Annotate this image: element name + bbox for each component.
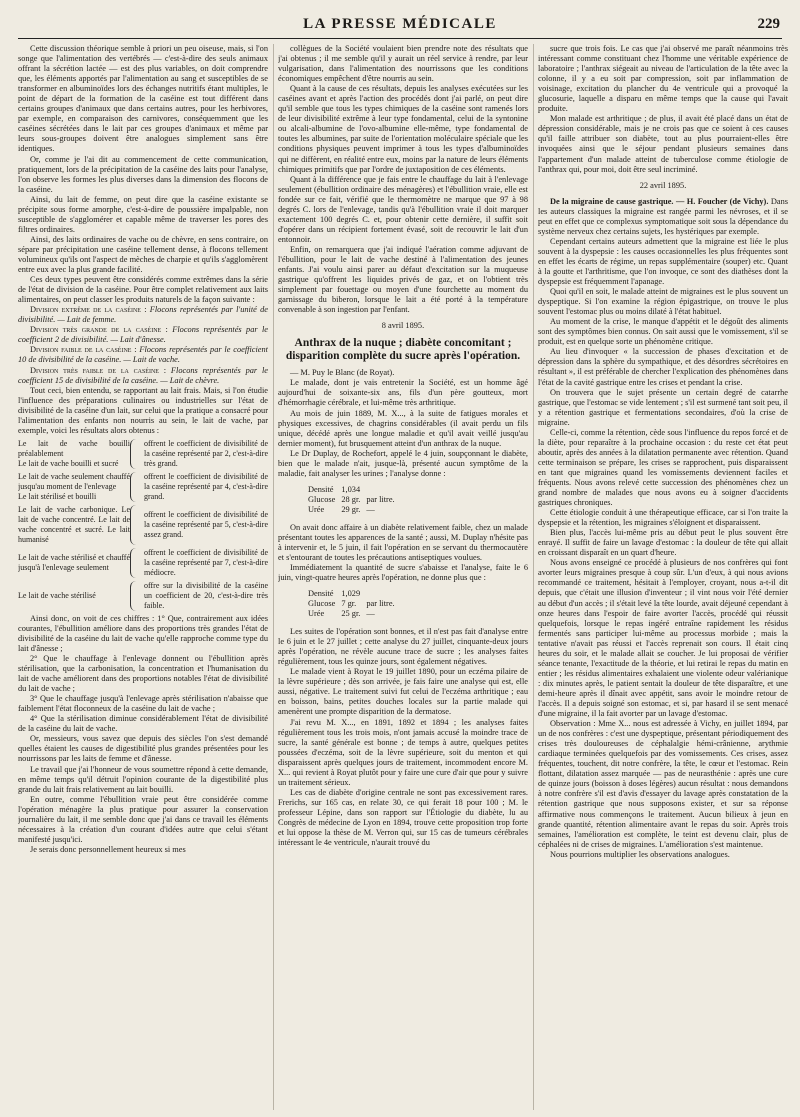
paragraph: Or, messieurs, vous savez que depuis des siècles l'on s'est demandé quelles étaient les causes de digestibilité plus grandes présentées pour les nourrissons par les laits de femme et d'ânesse. [18,734,268,764]
analysis-row [308,505,401,515]
milk-row [18,548,268,578]
paragraph: Tout ceci, bien entendu, se rapportant au lait frais. Mais, si l'on étudie l'influence des préparations culinaires ou industrielles sur l'état de divisibilité de la caséine d'un lait, sur celui que la pratique a consacré pour l'alimentation des enfants non nourris au sein, le lait de vache, par exemple, voici les résultats alors obtenus : [18,385,268,435]
paragraph: Le malade vient à Royat le 19 juillet 1890, pour un eczéma pilaire de la lèvre supérieure ; dès son arrivée, je fais faire une analyse qui est, elle aussi, négative. Le traitement suivi fut celui de l'eczéma arthritique ; eau en boisson, bains, petites douches locales sur la partie malade qui amenèrent une prompte disparition de la dermatose. [278,667,528,717]
paragraph: Immédiatement la quantité de sucre s'abaisse et l'analyse, faite le 6 juin, vingt-quatre heures après l'opération, ne donne plus que : [278,563,528,583]
urine-analysis-table [308,485,401,515]
analysis-value: 25 gr. [341,609,361,619]
paragraph: Dans les auteurs classiques la migraine est rangée parmi les névroses, et il se peut en effet que ce complexus symptomatique soit sous la dépendance du système nerveux chez certains sujets, les hystériques par exemple. [538,196,788,236]
milk-divisibility-table [18,439,268,611]
analysis-unit: par litre. [366,599,395,609]
page-number: 229 [757,16,780,32]
paragraph: J'ai revu M. X..., en 1891, 1892 et 1894 ; les analyses faites régulièrement tous les trois mois, n'ont jamais accusé la moindre trace de sucre, la santé générale est bonne ; de temps à autre, quelques petites poussées d'eczéma, soit de la lèvre supérieure, soit du menton et qui disparaissent après quelques jours de traitement, incommodent encore M. X... qui revient à Royat plutôt pour y faire une cure d'air que pour y suivre un traitement sérieux. [278,717,528,787]
analysis-row [308,589,401,599]
milk-result: offre sur la divisibilité de la caséine un coefficient de 20, c'est-à-dire très faible. [144,580,268,610]
paragraph: Enfin, on remarquera que j'ai indiqué l'aération comme adjuvant de l'ébullition, pour le lait de vache destiné à l'alimentation des jeunes enfants. J'ai voulu ainsi parer au défaut d'excitation sur la muqueuse gastrique qu'offrent les liquides privés de gaz, et on l'obtient très simplement par fouettage ou moyen d'une fourchette au moment du garnissage du biberon, lorsque le lait a été porté à la température convenable à son ingestion par l'enfant. [278,244,528,315]
milk-label: Le lait stérilisé et bouilli [18,491,97,501]
paragraph: Nous avons enseigné ce procédé à plusieurs de nos confrères qui font avorter leurs migraines presque à coup sûr. L'un d'eux, à qui nous avions recommandé ce traitement, hésitait à l'employer, croyant, nous a-t-il dit depuis, que c'était une illusion d'inventeur ; il vint nous voir l'été dernier au début d'un accès ; il s'était levé la tête lourde, avait déjeuné cependant à onze heures dans l'espoir de faire avorter l'accès, procédé qui réussit quelquefois, lorsque le repas ingéré entraîne rapidement les résidus fermentés sans participer lui-même au processus morbide ; mais la tentative n'avait pas réussi et l'accès reprenait son cours. Il était cinq heures du soir, et le malade allait se coucher. Je lui proposai de vérifier séance tenante, l'exactitude de la théorie, et lui retirai le repas du matin en entier ; les résidus alimentaires exhalaient une violente odeur valérianique : dix minutes après, le patient sentait la douleur de tête disparaître, et une demi-heure après il dînait avec appétit, sans avoir le moindre retour de l'accès. Il a depuis soigné son estomac, et si, par hasard il se sent menacé d'une migraine, il la fait avorter par un lavage d'estomac. [538,558,788,719]
analysis-value: 28 gr. [341,494,361,504]
analysis-value: 1,034 [341,484,361,494]
brace [130,548,139,578]
column-left [18,44,268,1110]
analysis-unit [366,485,400,495]
analysis-row [308,495,401,505]
session-date: 8 avril 1895. [381,321,425,331]
paragraph: Bien plus, l'accès lui-même pris au début peut le plus souvent être enrayé. Il suffit de faire un lavage d'estomac : la douleur de tête qui allait en croissant disparaît en un quart d'heure. [538,528,788,558]
division-item [18,305,268,325]
column-divider [273,44,274,1110]
milk-result: offrent le coefficient de divisibilité de la caséine représenté par 5, c'est-à-dire assez grand. [144,509,268,539]
paragraph: En outre, comme l'ébullition vraie peut être considérée comme l'opération ménagère la plus pratique pour assurer la conservation journalière du lait, il me semble donc que j'ai dans ce travail les éléments nécessaires à la création d'un courant d'idées autre que celui s'étant manifesté jusqu'ici. [18,794,268,844]
session-date: 22 avril 1895. [639,180,687,190]
division-item [18,366,268,386]
paragraph: Celle-ci, comme la rétention, cède sous l'influence du repos forcé et de la diète, pour reparaître à la prochaine occasion : du reste cet état peut aboutir, après des années à la dilatation permanente avec rétention. Quand cette terminaison se prépare, les crises se rapprochent, puis disparaissent en tant que migraines quand les vomissements deviennent faciles et fréquents. Nous avons relevé cette succession des phénomènes chez un grand nombre de malades que nous avons eu à soigner d'accidents gastriques chroniques. [538,427,788,508]
running-header [18,14,782,36]
division-heading: Division très faible de la caséine : [30,365,167,375]
article-author: — M. Puy le Blanc (de Royat). [290,368,395,378]
header-rule [18,38,782,39]
analysis-label: Densité [308,484,334,494]
paragraph: Je serais donc personnellement heureux si mes [30,844,186,854]
milk-result: offrent le coefficient de divisibilité de la caséine représenté par 4, c'est-à-dire grand. [144,471,268,501]
article-title: De la migraine de cause gastrique. [550,196,674,206]
analysis-unit: par litre. [366,494,395,504]
article-author: — H. Foucher (de Vichy). [675,196,769,206]
analysis-row [308,485,401,495]
milk-label: Le lait de vache bouilli et sucré [18,458,119,468]
brace [130,505,139,545]
analysis-row [308,599,401,609]
paragraph: collègues de la Société voulaient bien prendre note des résultats que j'ai obtenus ; il me semble qu'il y aurait un réel service à rendre, par leur vulgarisation, dans l'alimentation des nourrissons que les conditions économiques empêchent d'être nourris au sein. [278,44,528,84]
paragraph: Cette étiologie conduit à une thérapeutique efficace, car si l'on traite la dyspepsie et la rétention, les migraines s'éloignent et disparaissent. [538,508,788,528]
milk-row [18,439,268,469]
division-text: Flocons représentés par l'unité de divisibilité. — Lait de femme. [18,305,268,325]
division-heading: Division extrême de la caséine : [30,305,147,315]
brace [130,581,139,611]
milk-label: Le lait de vache stérilisé et chauffé jusqu'à l'enlevage seulement [18,552,130,572]
paragraph: Le malade, dont je vais entretenir la Société, est un homme âgé aujourd'hui de soixante-six ans, fils d'un père goutteux, mort d'hémorrhagie cérébrale, et lui-même très arthritique. [278,378,528,408]
analysis-label: Glucose [308,599,336,609]
paragraph: Quant à la différence que je fais entre le chauffage du lait à l'enlevage seulement (ébullition ordinaire des ménagères) et l'ébullition vraie, elle est fondée sur ce fait, vérifié que le thermomètre ne marque que 97 à 98 degrés C. lors de l'enlevage, tandis qu'à l'ébullition vraie il doit marquer exactement 100 degrés C. et, pour obtenir cette dernière, il suffit soit d'opérer dans un récipient fortement évasé, soit de recouvrir le lait d'un entonnoir. [278,174,528,244]
paragraph: 3° Que le chauffage jusqu'à l'enlevage après stérilisation n'abaisse que faiblement l'état floconneux de la caséine du lait de vache ; [18,694,268,714]
milk-row [18,581,268,611]
division-item [18,345,268,365]
analysis-unit [366,589,400,599]
analysis-unit: — [366,504,375,514]
analysis-unit: — [366,609,375,619]
article-heading [538,197,788,237]
column-middle [278,44,528,1110]
journal-title: LA PRESSE MÉDICALE [303,16,497,32]
analysis-label: Urée [308,504,325,514]
article-title: Anthrax de la nuque ; diabète concomitant ; disparition complète du sucre après l'opération. [285,337,521,362]
paragraph: Ces deux types peuvent être considérés comme extrêmes dans la série de l'état de division de la caséine. Pour être complet relativement aux laits alimentaires, on peut classer les produits naturels de la façon suivante : [18,275,268,305]
paragraph: Le Dr Duplay, de Rochefort, appelé le 4 juin, soupçonnant le diabète, bien que le malade n'ait, jusque-là, présenté aucun symptôme de la maladie, fait analyser les urines ; l'analyse donne : [278,448,528,478]
paragraph: Nous pourrions multiplier les observations analogues. [550,849,730,859]
paragraph: sucre que trois fois. Le cas que j'ai observé me paraît néanmoins très intéressant comme constituant chez l'homme une véritable expérience de laboratoire ; l'anthrax siégeait au niveau de l'articulation de la tête avec la colonne, il y a eu soit par compression, soit par inflammation de voisinage, excitation du plancher du 4e ventricule qui a provoqué la glucosurie, laquelle a disparu en même temps que la cause qui l'avait produite. [538,44,788,114]
column-divider [533,44,534,1110]
division-text: Flocons représentés par le coefficient 15 de divisibilité de la caséine. — Lait de chèvre. [18,365,268,385]
analysis-value: 29 gr. [341,504,361,514]
paragraph: 2° Que le chauffage à l'enlevage donnent ou l'ébullition après stérilisation, que la carbonisation, la concentration et l'humanisation du lait de vache améliorent dans des proportions notables l'état de divisibilité du lait de vache ; [18,654,268,694]
analysis-row [308,609,401,619]
analysis-label: Urée [308,609,325,619]
paragraph: Le travail que j'ai l'honneur de vous soumettre répond à cette demande, en même temps qu'il détruit l'opinion courante de la digestibilité plus grande du lait frais relativement au lait bouilli. [18,764,268,794]
paragraph: Au lieu d'invoquer « la succession de phases d'excitation et de dépression dans la sphère du sympathique, et des désordres sécrétoires en résultant », il est préférable de chercher l'explication des phénomènes dans l'état de la cavité gastrique entre les crises et pendant la crise. [538,347,788,387]
paragraph: Ainsi, du lait de femme, on peut dire que la caséine existante se précipite sous forme amorphe, c'est-à-dire de poussière impalpable, non susceptible de s'agglomérer et capable même de traverser les pores des filtres ordinaires. [18,194,268,234]
column-right [538,44,788,1110]
paragraph: Quoi qu'il en soit, le malade atteint de migraines est le plus souvent un dyspeptique. Si l'on examine la région épigastrique, on trouve le plus souvent l'estomac plus ou moins dilaté à l'état habituel. [538,287,788,317]
division-heading: Division faible de la caséine : [30,345,137,355]
division-heading: Division très grande de la caséine : [30,325,168,335]
milk-row [18,505,268,545]
paragraph: Au moment de la crise, le manque d'appétit et le dégoût des aliments sont des symptômes bien connus. On sait aussi que le vomissement, s'il se produit, est en quelque sorte un phénomène critique. [538,317,788,347]
paragraph: Les suites de l'opération sont bonnes, et il n'est pas fait d'analyse entre le 6 juin et le 27 juillet ; cette analyse du 27 juillet, cinquante-deux jours après l'opération, ne révèle aucune trace de sucre ; les analyses faites régulièrement, tous les quinze jours, sont également négatives. [278,627,528,667]
paragraph: Cette discussion théorique semble à priori un peu oiseuse, mais, si l'on songe que l'alimentation des vertébrés — c'est-à-dire des seuls animaux offrant la sécrétion lactée — est des plus variables, on doit comprendre que, les éléments apportés par l'alimentation au sang et susceptibles de se transformer en albuminoïdes lors des échanges nutritifs étant multiples, le point de départ de la formation de la caséine est tout différent dans certains groupes d'animaux que dans certains autres, pour les herbivores, par exemple, en comparaison des carnivores, conséquemment que les caséines sécrétées dans le lait par ces groupes d'animaux et même par leurs sous-groupes doivent être analogues simplement sans être identiques. [18,44,268,154]
paragraph: 4° Que la stérilisation diminue considérablement l'état de divisibilité de la caséine du lait de vache. [18,714,268,734]
brace [130,439,139,469]
paragraph: On avait donc affaire à un diabète relativement faible, chez un malade présentant toutes les apparences de la santé ; aussi, M. Duplay n'hésite pas à intervenir et, le 5 juin, il fait l'opération en se servant du thermocautère et s'entourant de toutes les précautions antiseptiques voulues. [278,522,528,562]
paragraph: Quant à la cause de ces résultats, depuis les analyses exécutées sur les caséines avant et après l'action des procédés dont j'ai parlé, on peut dire qu'il semble que tous les types chimiques de la caséine sont ramenés lors de leur divisibilité extrême à leur type fondamental, celui de la syntonine ou alcali-albumine de l'ovo-albumine elle-même, type fondamental de toutes les albumines, par suite de l'orientation moléculaire spéciale que les conditions physiques peuvent imprimer à tous les types d'albuminoïdes qui ne diffèrent, en réalité entre eux, moins par la nature de leurs éléments chimiques primitifs que par l'ordre de juxtaposition de ces éléments. [278,84,528,174]
paragraph: Ainsi, des laits ordinaires de vache ou de chèvre, en sens contraire, on sépare par précipitation une caséine tellement dense, à flocons tellement volumineux qu'ils ont l'aspect de mèches de charpie et qu'ils s'agglomèrent entre eux avec la plus grande facilité. [18,234,268,275]
analysis-label: Densité [308,589,334,599]
division-text: Flocons représentés par le coefficient 2 de divisibilité. — Lait d'ânesse. [18,325,268,345]
paragraph: Ainsi donc, on voit de ces chiffres : 1° Que, contrairement aux idées courantes, l'ébullition améliore dans des proportions très grandes l'état de divisibilité de la caséine du lait de vache qu'elle rapproche comme type du lait d'ânesse ; [18,613,268,653]
milk-label: Le lait de vache bouilli préalablement [18,438,130,458]
paragraph: Cependant certains auteurs admettent que la migraine est liée le plus souvent à la dyspepsie : les causes occasionnelles les plus fréquentes sont en effet les écarts de régime, un repas supplémentaire (souper) etc. Quant à la goutte et l'arthritisme, que l'on invoque, ce sont des diathèses dont la dyspepsie est fréquemment l'apanage. [538,236,788,287]
milk-row [18,472,268,502]
paragraph: Observation : Mme X... nous est adressée à Vichy, en juillet 1894, par un de nos confrères : c'est une dyspeptique, présentant périodiquement des crises très douloureuses de céphalalgie hémi-crânienne, arythmie cardiaque terminées quelquefois par des vomissements. Ces crises, assez fréquentes, touchent, dit notre confrère, la tête, le cœur et l'estomac. Rein flottant, dilatation assez marquée — pas de neurasthénie : après une cure de quinze jours (boisson à doses légères) aucun résultat : nous demandons à notre confrère s'il est d'avis d'essayer du lavage après constatation de la rétention gastrique que nous supposons exister, et sur sa réponse affirmative nous commençons le traitement. Aucun bilieux à jeun en grande quantité, rétention alimentaire avant le repas du soir. Après trois semaines, l'amélioration est complète, le teint est devenu clair, plus de céphalées ni de crises de migraines. L'amélioration s'est maintenue. [538,719,788,849]
analysis-value: 7 gr. [341,599,357,609]
milk-result: offrent le coefficient de divisibilité de la caséine représenté par 7, c'est-à-dire médiocre. [144,547,268,577]
milk-result: offrent le coefficient de divisibilité de la caséine représenté par 2, c'est-à-dire très grand. [144,438,268,468]
analysis-label: Glucose [308,494,336,504]
brace [130,472,139,502]
paragraph: Or, comme je l'ai dit au commencement de cette communication, pratiquement, lors de la précipitation de la caséine des laits pour l'analyse, l'on observe les formes les plus diverses dans la dimension des flocons de la caséine. [18,154,268,194]
urine-analysis-table [308,589,401,619]
milk-label: Le lait de vache carbonique. Le lait de vache concentré. Le lait de vache concentré et sucré. Le lait humanisé [18,504,130,544]
division-item [18,325,268,345]
milk-label: Le lait de vache stérilisé [18,590,96,600]
analysis-value: 1,029 [341,589,361,599]
paragraph: Les cas de diabète d'origine centrale ne sont pas excessivement rares. Frerichs, sur 165 cas, en relate 30, ce qui ferait 18 pour 100 ; M. le professeur Lépine, dans son rapport sur l'Étiologie du diabète, lu au Congrès de médecine de Lyon en 1894, trouve cette proposition trop forte et lui oppose la thèse de M. Verron qui, sur 15 cas de tumeurs cérébrales intéressant le 4e ventricule, n'aurait trouvé du [278,787,528,848]
milk-label: Le lait de vache seulement chauffé jusqu'au moment de l'enlevage [18,471,130,491]
paragraph: Au mois de juin 1889, M. X..., à la suite de fatigues morales et physiques excessives, de chagrins considérables (il avait perdu un fils unique, décédé après une longue maladie et qu'il avait veillé jusqu'au dernier moment), fut brusquement atteint d'un anthrax de la nuque. [278,408,528,448]
division-text: Flocons représentés par le coefficient 10 de divisibilité de la caséine. — Lait de vache. [18,345,268,365]
paragraph: On trouvera que le sujet présente un certain degré de catarrhe gastrique, que l'estomac se vide lentement ; s'il est surmené tant soit peu, il y a rétention gastrique et fermentations secondaires, d'où la crise de migraine. [538,387,788,427]
paragraph: Mon malade est arthritique ; de plus, il avait été placé dans un état de dépression considérable, mais je ne crois pas que ce soient à ces causes qu'il faille attribuer son diabète, tout au plus pourraient-elles être invoquées ainsi que le séjour pendant plusieurs semaines dans l'appartement d'un malade atteint de tuberculose comme étiologie de l'anthrax qui, pour moi, doit être seul incriminé. [538,114,788,174]
